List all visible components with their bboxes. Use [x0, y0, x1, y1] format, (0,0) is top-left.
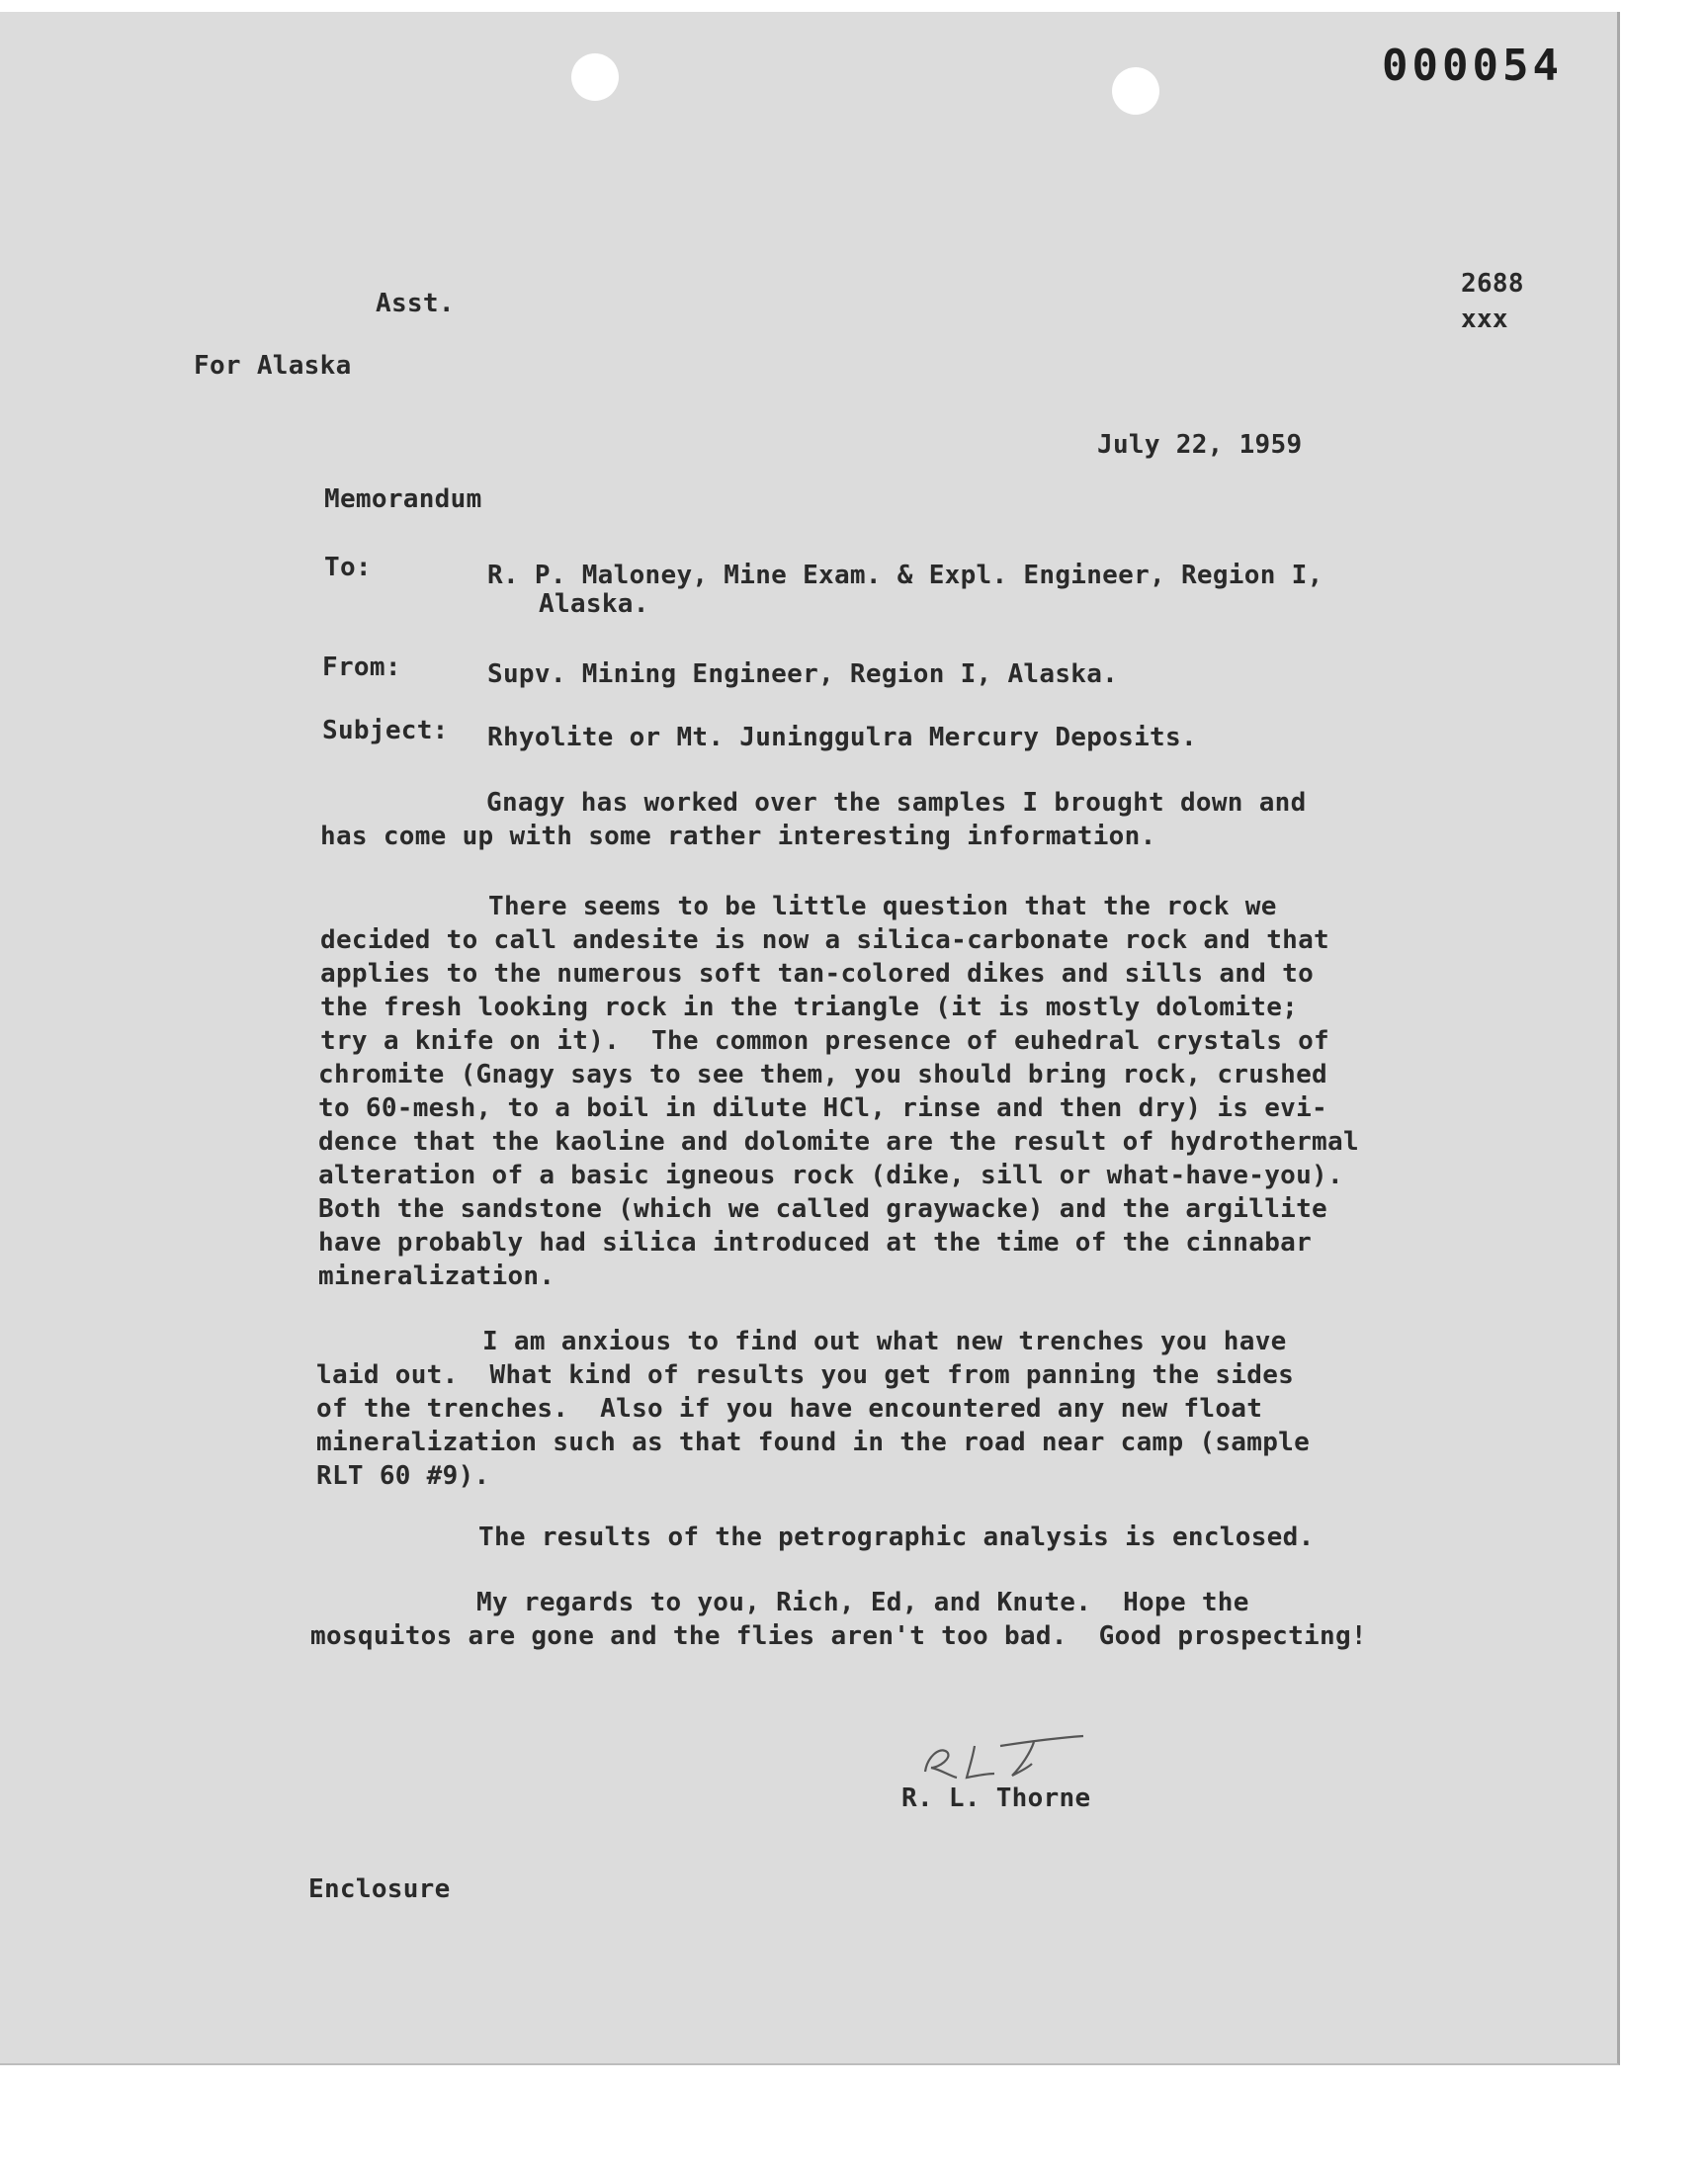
from-label: From: — [322, 652, 401, 682]
text-line: I am anxious to find out what new trenches you have — [482, 1327, 1287, 1356]
from-value: Supv. Mining Engineer, Region I, Alaska. — [487, 659, 1119, 689]
subject-label: Subject: — [322, 716, 449, 745]
text-line: dence that the kaoline and dolomite are the result of hydrothermal — [318, 1127, 1359, 1157]
to-line-2: Alaska. — [539, 589, 649, 619]
text-line: mineralization. — [318, 1262, 555, 1291]
text-line: applies to the numerous soft tan-colored dikes and sills and to — [320, 959, 1315, 989]
text-line: mosquitos are gone and the flies aren't too bad. Good prospecting! — [310, 1621, 1367, 1651]
text-line: chromite (Gnagy says to see them, you should bring rock, crushed — [318, 1060, 1328, 1089]
document-number: 000054 — [1382, 41, 1563, 91]
reference-number: 2688 — [1461, 269, 1524, 299]
paragraph-4: The results of the petrographic analysis is enclosed. — [478, 1522, 1315, 1552]
subject-value: Rhyolite or Mt. Juninggulra Mercury Deposits. — [487, 723, 1197, 752]
memo-date: July 22, 1959 — [1097, 430, 1303, 460]
text-line: decided to call andesite is now a silica-carbonate rock and that — [320, 925, 1330, 955]
reference-code: xxx — [1461, 304, 1508, 334]
text-line: alteration of a basic igneous rock (dike, sill or what-have-you). — [318, 1161, 1343, 1190]
text-line: RLT 60 #9). — [316, 1461, 490, 1491]
text-line: to 60-mesh, to a boil in dilute HCl, rinse and then dry) is evi- — [318, 1093, 1328, 1123]
text-line: try a knife on it). The common presence of euhedral crystals of — [320, 1026, 1330, 1056]
text-line: has come up with some rather interesting information. — [320, 822, 1156, 851]
memo-type: Memorandum — [324, 484, 482, 514]
text-line: the fresh looking rock in the triangle (it is mostly dolomite; — [320, 993, 1299, 1022]
routing-for-alaska: For Alaska — [194, 351, 352, 381]
text-line: Both the sandstone (which we called graywacke) and the argillite — [318, 1194, 1328, 1224]
to-label: To: — [324, 553, 372, 582]
text-line: There seems to be little question that the rock we — [488, 892, 1277, 921]
enclosure-label: Enclosure — [308, 1874, 451, 1904]
text-line: laid out. What kind of results you get from panning the sides — [316, 1360, 1295, 1390]
text-line: Gnagy has worked over the samples I brought down and — [486, 788, 1307, 818]
text-line: of the trenches. Also if you have encountered any new float — [316, 1394, 1263, 1424]
signer-name: R. L. Thorne — [901, 1784, 1091, 1813]
text-line: mineralization such as that found in the road near camp (sample — [316, 1428, 1311, 1457]
punch-hole — [571, 53, 619, 101]
to-line-1: R. P. Maloney, Mine Exam. & Expl. Engineer, Region I, — [487, 561, 1324, 590]
handwritten-signature — [917, 1728, 1095, 1787]
punch-hole — [1112, 67, 1159, 115]
text-line: have probably had silica introduced at the time of the cinnabar — [318, 1228, 1313, 1258]
routing-asst: Asst. — [376, 289, 455, 318]
text-line: My regards to you, Rich, Ed, and Knute. Hope the — [476, 1588, 1249, 1617]
